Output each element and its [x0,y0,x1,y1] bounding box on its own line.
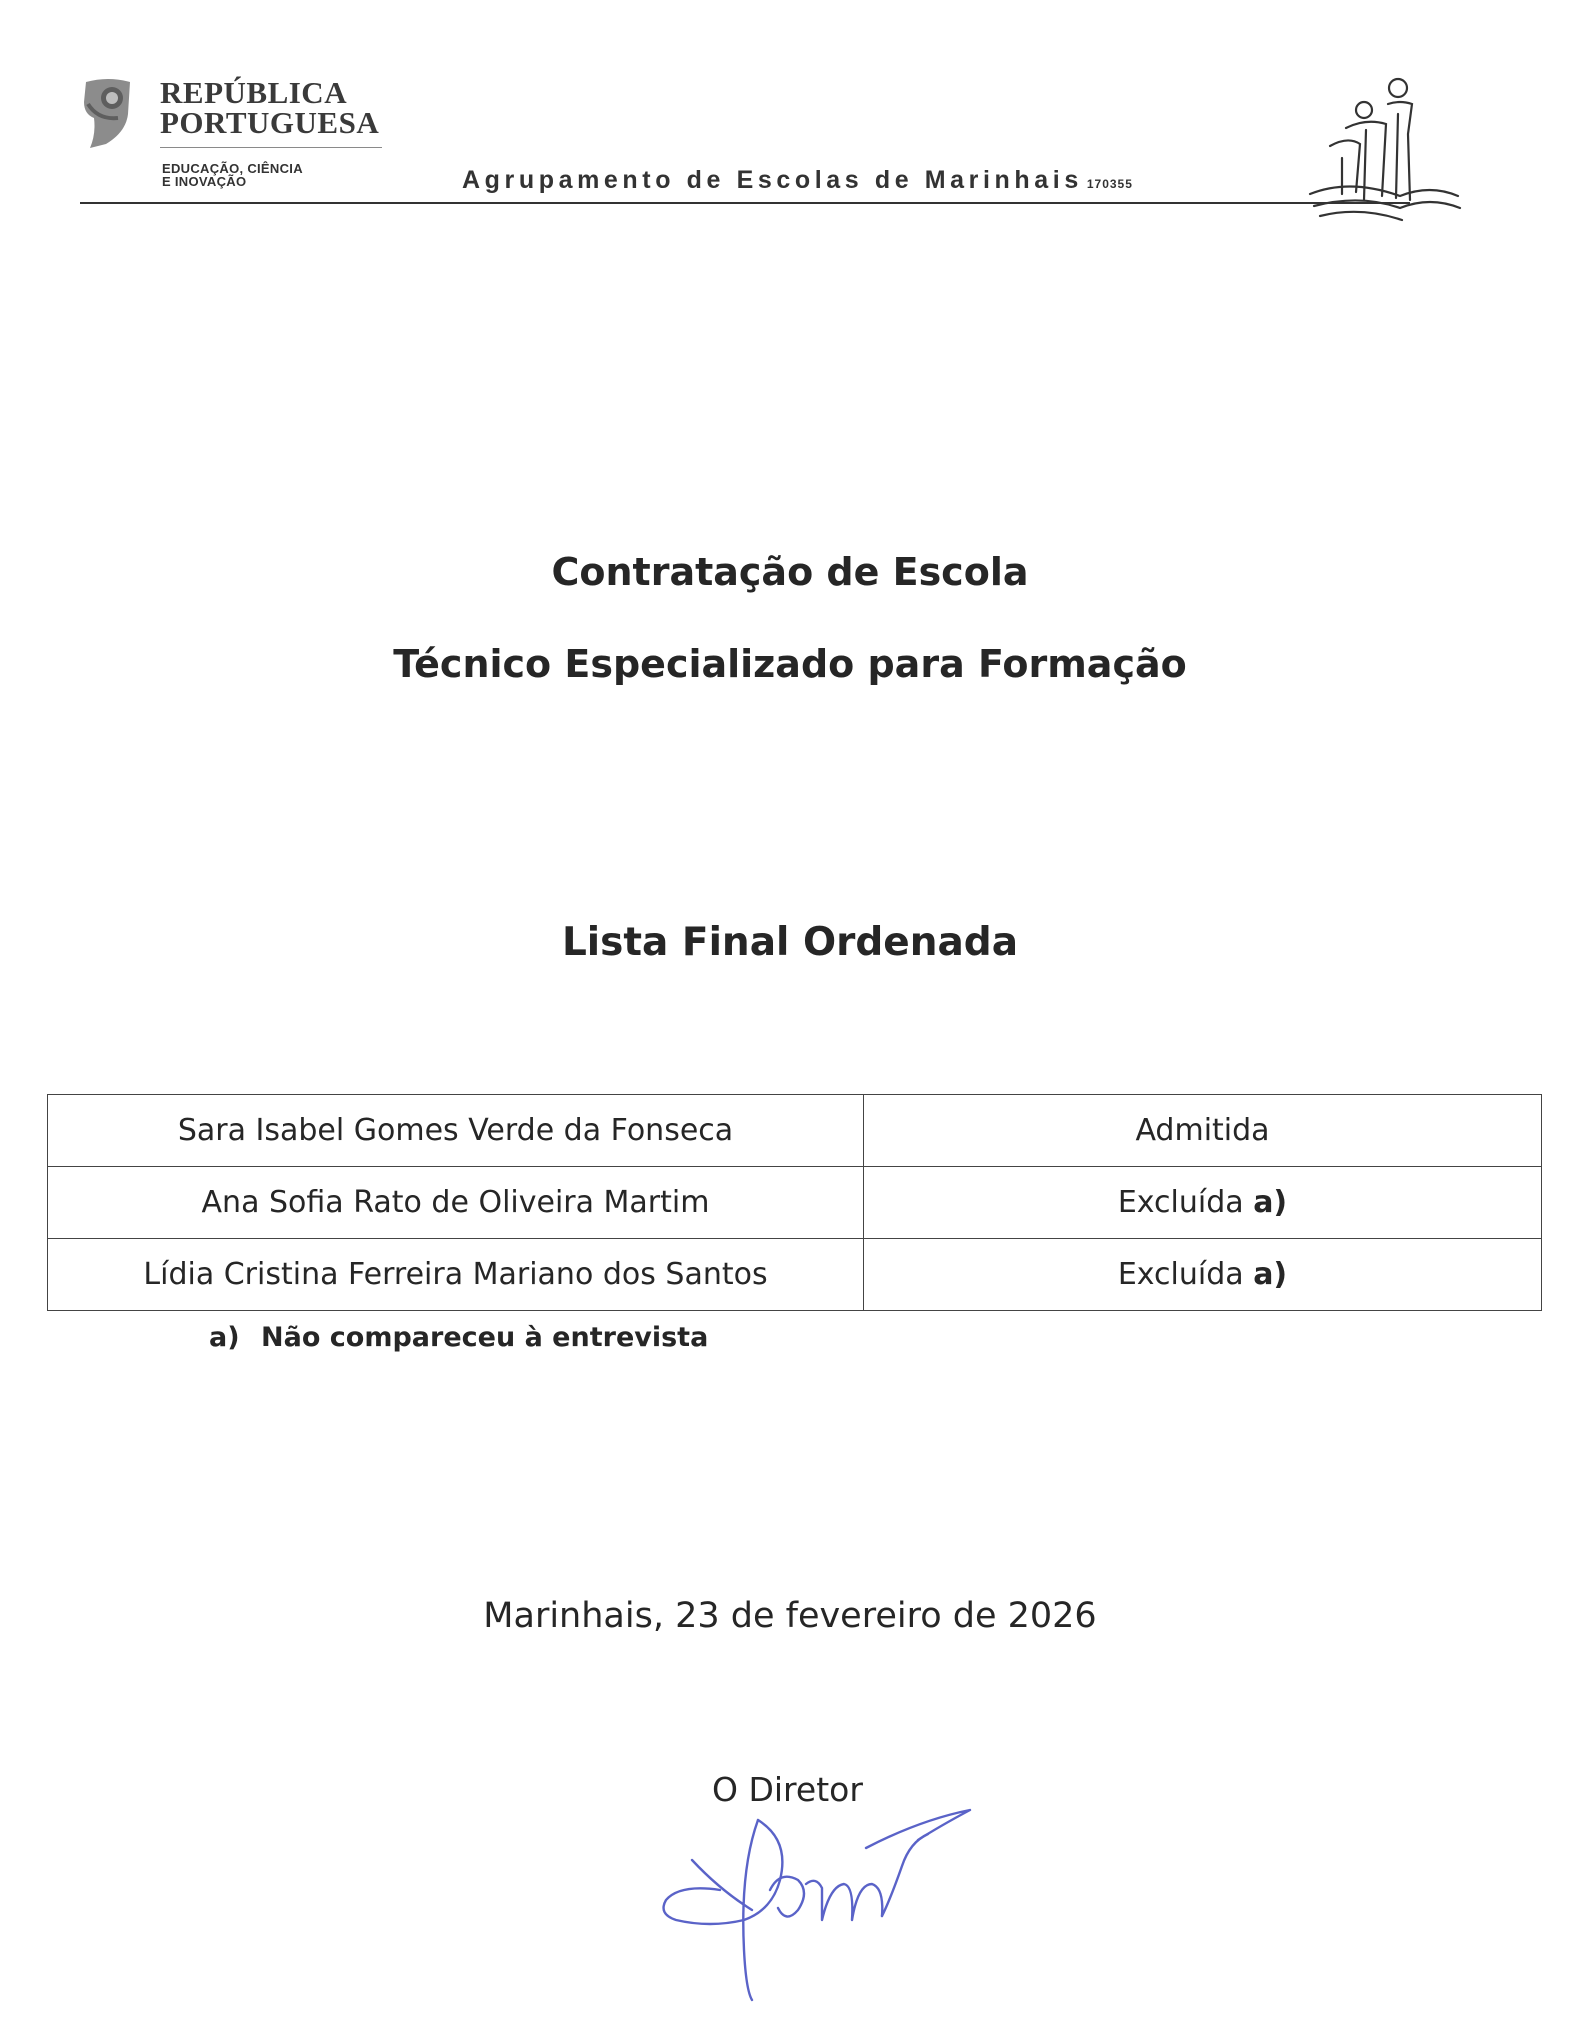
footnote-text: Não compareceu à entrevista [261,1322,709,1353]
candidate-status-cell [864,1239,1542,1311]
candidate-status: Excluída [1117,1185,1244,1220]
ministry-line-1: EDUCAÇÃO, CIÊNCIA [162,161,303,176]
candidate-status-cell [864,1167,1542,1239]
ministry-name [162,162,303,188]
candidate-name: Lídia Cristina Ferreira Mariano dos Santos [48,1239,864,1311]
republic-name [160,75,380,140]
candidate-name: Sara Isabel Gomes Verde da Fonseca [48,1095,864,1167]
position-title: Técnico Especializado para Formação [393,642,1187,686]
ministry-line-2: E INOVAÇÃO [162,174,247,189]
footnote-label: a) [209,1322,240,1353]
candidate-note-ref: a) [1253,1257,1288,1292]
candidates-table [47,1094,1542,1311]
school-name-line [462,166,1133,195]
republic-line-1: REPÚBLICA [160,75,348,110]
candidate-status: Admitida [1135,1113,1270,1148]
place-date: Marinhais, 23 de fevereiro de 2026 [483,1596,1097,1636]
school-figures-logo-icon [1290,74,1470,234]
candidate-note-ref: a) [1253,1185,1288,1220]
signatory-title: O Diretor [712,1770,863,1809]
handwritten-signature [640,1780,980,2010]
school-code: 170355 [1086,177,1133,191]
list-title: Lista Final Ordenada [561,920,1019,965]
contract-title: Contratação de Escola [551,550,1029,594]
candidate-status-cell [864,1095,1542,1167]
candidate-name: Ana Sofia Rato de Oliveira Martim [48,1167,864,1239]
republic-emblem-icon [78,74,138,150]
republic-divider [160,147,382,148]
footnote [209,1322,708,1353]
table-row [48,1095,1542,1167]
table-row [48,1167,1542,1239]
header-rule [80,202,1410,204]
school-name: Agrupamento de Escolas de Marinhais [462,166,1083,194]
candidate-status: Excluída [1117,1257,1244,1292]
table-row [48,1239,1542,1311]
republic-line-2: PORTUGUESA [160,105,380,140]
